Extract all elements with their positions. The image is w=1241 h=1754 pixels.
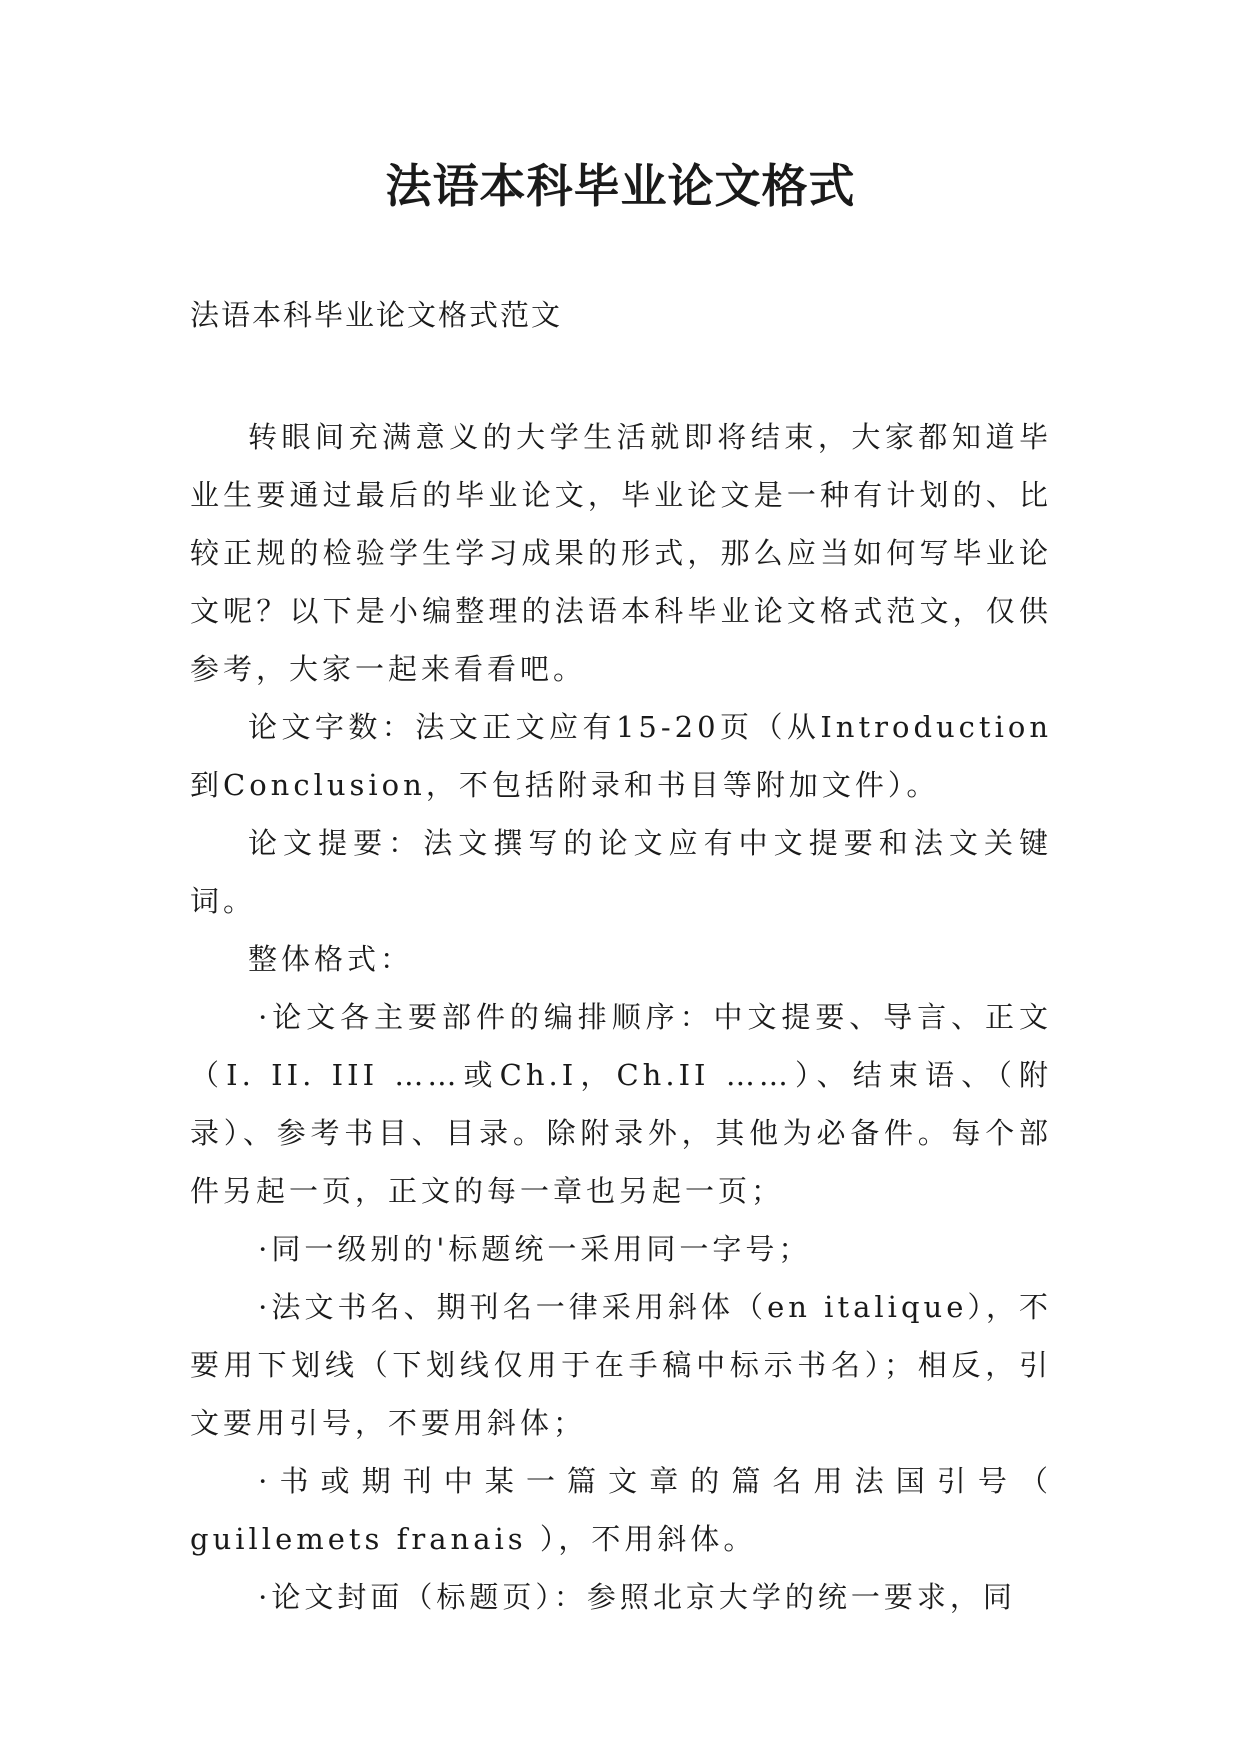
document-title: 法语本科毕业论文格式 [385, 159, 856, 213]
intro-paragraph: 转眼间充满意义的大学生活就即将结束，大家都知道毕业生要通过最后的毕业论文，毕业论文是一种有计划的、比较正规的检验学生学习成果的形式，那么应当如何写毕业论文呢？以下是小编整理的法语本科毕业论文格式范文，仅供参考，大家一起来看看吧。 [190, 420, 1052, 686]
overall-format-heading: 整体格式： [248, 942, 414, 976]
bullet-french-quotes: ·书或期刊中某一篇文章的篇名用法国引号（ guillemets franais ），不用斜体。 [190, 1464, 1052, 1556]
abstract-paragraph: 论文提要：法文撰写的论文应有中文提要和法文关键词。 [190, 826, 1052, 918]
document-subtitle: 法语本科毕业论文格式范文 [190, 298, 563, 332]
bullet-heading-font-size: ·同一级别的'标题统一采用同一字号； [258, 1232, 812, 1266]
word-count-paragraph: 论文字数：法文正文应有15-20页（从Introduction到Conclusion，不包括附录和书目等附加文件）。 [190, 710, 1052, 802]
bullet-italic-titles: ·法文书名、期刊名一律采用斜体（en italique），不要用下划线（下划线仅用于在手稿中标示书名）；相反，引文要用引号，不要用斜体； [190, 1290, 1052, 1440]
bullet-cover-page: ·论文封面（标题页）：参照北京大学的统一要求，同 [258, 1580, 1016, 1614]
document-body [190, 408, 1052, 1626]
bullet-part-order: ·论文各主要部件的编排顺序：中文提要、导言、正文（I. II. III ……或Ch.I，Ch.II ……）、结束语、（附录）、参考书目、目录。除附录外，其他为必备件。每个部件另起一页，正文的每一章也另起一页； [190, 1000, 1052, 1208]
